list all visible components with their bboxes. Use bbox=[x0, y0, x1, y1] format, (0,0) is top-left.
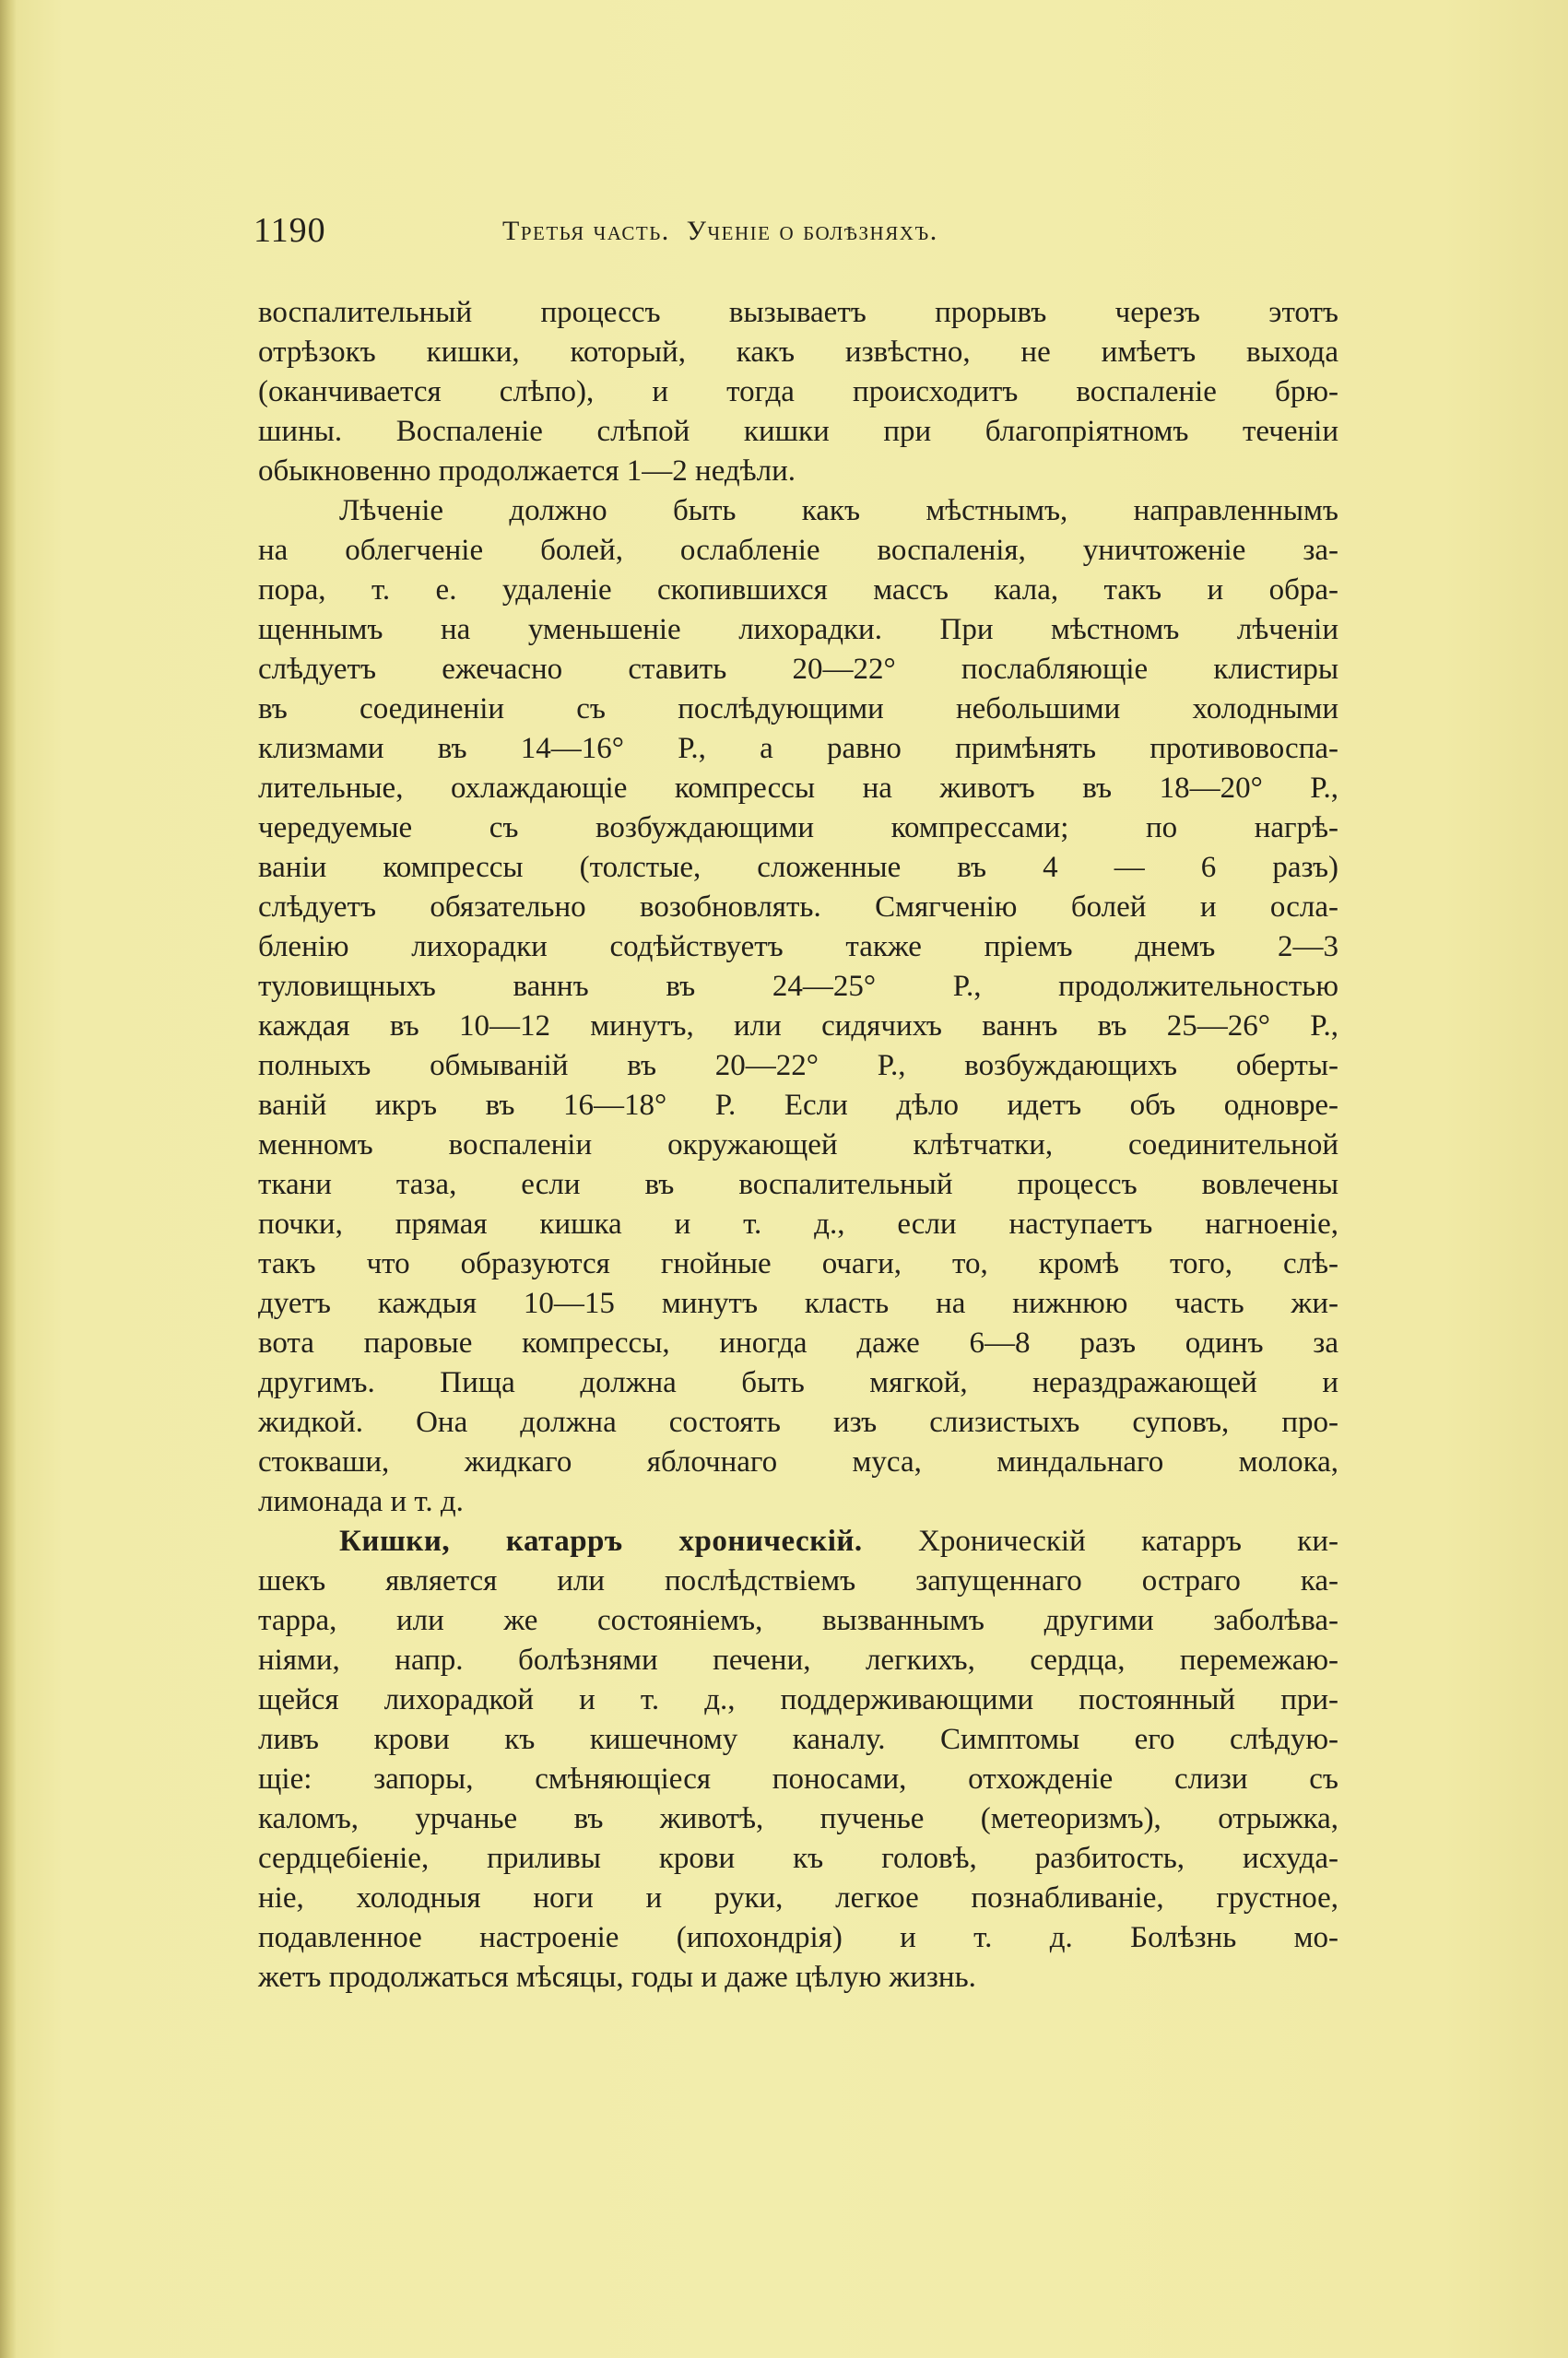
text-line: подавленное настроеніе (ипохондрія) и т. д. Болѣзнь мо- bbox=[258, 1921, 1338, 1954]
text-line: шины. Воспаленіе слѣпой кишки при благопріятномъ теченіи bbox=[258, 415, 1338, 448]
text-line: Лѣченіе должно быть какъ мѣстнымъ, направленнымъ bbox=[339, 494, 1338, 527]
text-line: на облегченіе болей, ослабленіе воспаленія, уничтоженіе за- bbox=[258, 534, 1338, 567]
text-line: дуетъ каждыя 10—15 минутъ класть на нижнюю часть жи- bbox=[258, 1287, 1338, 1320]
running-head-title: Третья часть. Ученіе о болѣзняхъ. bbox=[502, 216, 938, 246]
text-line: щеннымъ на уменьшеніе лихорадки. При мѣстномъ лѣченіи bbox=[258, 613, 1338, 646]
text-line: пора, т. е. удаленіе скопившихся массъ кала, такъ и обра- bbox=[258, 573, 1338, 607]
text-line: ткани таза, если въ воспалительный процессъ вовлечены bbox=[258, 1168, 1338, 1201]
text-line: бленію лихорадки содѣйствуетъ также пріемъ днемъ 2—3 bbox=[258, 930, 1338, 963]
text-line: такъ что образуются гнойные очаги, то, кромѣ того, слѣ- bbox=[258, 1247, 1338, 1280]
running-head bbox=[253, 210, 1341, 256]
text-line: щейся лихорадкой и т. д., поддерживающими постоянный при- bbox=[258, 1683, 1338, 1716]
text-line: обыкновенно продолжается 1—2 недѣли. bbox=[258, 454, 796, 488]
text-line: туловищныхъ ваннъ въ 24—25° Р., продолжительностью bbox=[258, 970, 1338, 1003]
entry-first-line bbox=[258, 1522, 1338, 1562]
text-line: воспалительный процессъ вызываетъ прорывъ черезъ этотъ bbox=[258, 296, 1338, 329]
text-line: чередуемые съ возбуждающими компрессами; по нагрѣ- bbox=[258, 811, 1338, 844]
text-line: отрѣзокъ кишки, который, какъ извѣстно, не имѣетъ выхода bbox=[258, 336, 1338, 369]
text-line: жетъ продолжаться мѣсяцы, годы и даже цѣлую жизнь. bbox=[258, 1961, 976, 1994]
body-text bbox=[258, 293, 1338, 1998]
text-line: другимъ. Пища должна быть мягкой, нераздражающей и bbox=[258, 1366, 1338, 1399]
text-line: ваніи компрессы (толстые, сложенные въ 4 — 6 разъ) bbox=[258, 851, 1338, 884]
paragraph-continued bbox=[258, 293, 1338, 491]
text-line: лительные, охлаждающіе компрессы на животъ въ 18—20° Р., bbox=[258, 772, 1338, 805]
text-line: стокваши, жидкаго яблочнаго муса, миндальнаго молока, bbox=[258, 1445, 1338, 1479]
paragraph-treatment bbox=[258, 491, 1338, 1522]
text-line: ливъ крови къ кишечному каналу. Симптомы его слѣдую- bbox=[258, 1723, 1338, 1756]
text-line: каждая въ 10—12 минутъ, или сидячихъ ваннъ въ 25—26° Р., bbox=[258, 1009, 1338, 1043]
text-line: (оканчивается слѣпо), и тогда происходитъ воспаленіе брю- bbox=[258, 375, 1338, 408]
text-line: ніями, напр. болѣзнями печени, легкихъ, сердца, перемежаю- bbox=[258, 1644, 1338, 1677]
text-line: слѣдуетъ ежечасно ставить 20—22° послабляющіе клистиры bbox=[258, 653, 1338, 686]
text-line: въ соединеніи съ послѣдующими небольшими холодными bbox=[258, 692, 1338, 725]
text-line: лимонада и т. д. bbox=[258, 1485, 464, 1518]
text-line: вота паровые компрессы, иногда даже 6—8 разъ одинъ за bbox=[258, 1326, 1338, 1360]
text-line: сердцебіеніе, приливы крови къ головѣ, разбитость, исхуда- bbox=[258, 1842, 1338, 1875]
text-line: слѣдуетъ обязательно возобновлять. Смягченію болей и осла- bbox=[258, 890, 1338, 924]
entry-heading: Кишки, катарръ хроническій. bbox=[339, 1525, 863, 1558]
text-line: полныхъ обмываній въ 20—22° Р., возбуждающихъ оберты- bbox=[258, 1049, 1338, 1082]
text-line: клизмами въ 14—16° Р., а равно примѣнять противовоспа- bbox=[258, 732, 1338, 765]
text-line: менномъ воспаленіи окружающей клѣтчатки, соединительной bbox=[258, 1128, 1338, 1161]
text-line: шекъ является или послѣдствіемъ запущеннаго остраго ка- bbox=[258, 1564, 1338, 1598]
text-line: почки, прямая кишка и т. д., если наступаетъ нагноеніе, bbox=[258, 1208, 1338, 1241]
text-line: ваній икръ въ 16—18° Р. Если дѣло идетъ объ одновре- bbox=[258, 1089, 1338, 1122]
text-line: щіе: запоры, смѣняющіеся поносами, отхожденіе слизи съ bbox=[258, 1763, 1338, 1796]
text-line: каломъ, урчанье въ животѣ, пученье (метеоризмъ), отрыжка, bbox=[258, 1802, 1338, 1835]
paragraph-chronic-catarrh bbox=[258, 1522, 1338, 1998]
text-line: ніе, холодныя ноги и руки, легкое познабливаніе, грустное, bbox=[258, 1881, 1338, 1915]
text-line: жидкой. Она должна состоять изъ слизистыхъ суповъ, про- bbox=[258, 1406, 1338, 1439]
page-binding-edge bbox=[0, 0, 17, 2358]
entry-first-line-text: Хроническій катарръ ки- bbox=[862, 1525, 1338, 1558]
text-line: тарра, или же состояніемъ, вызваннымъ другими заболѣва- bbox=[258, 1604, 1338, 1637]
page-number: 1190 bbox=[253, 211, 326, 250]
